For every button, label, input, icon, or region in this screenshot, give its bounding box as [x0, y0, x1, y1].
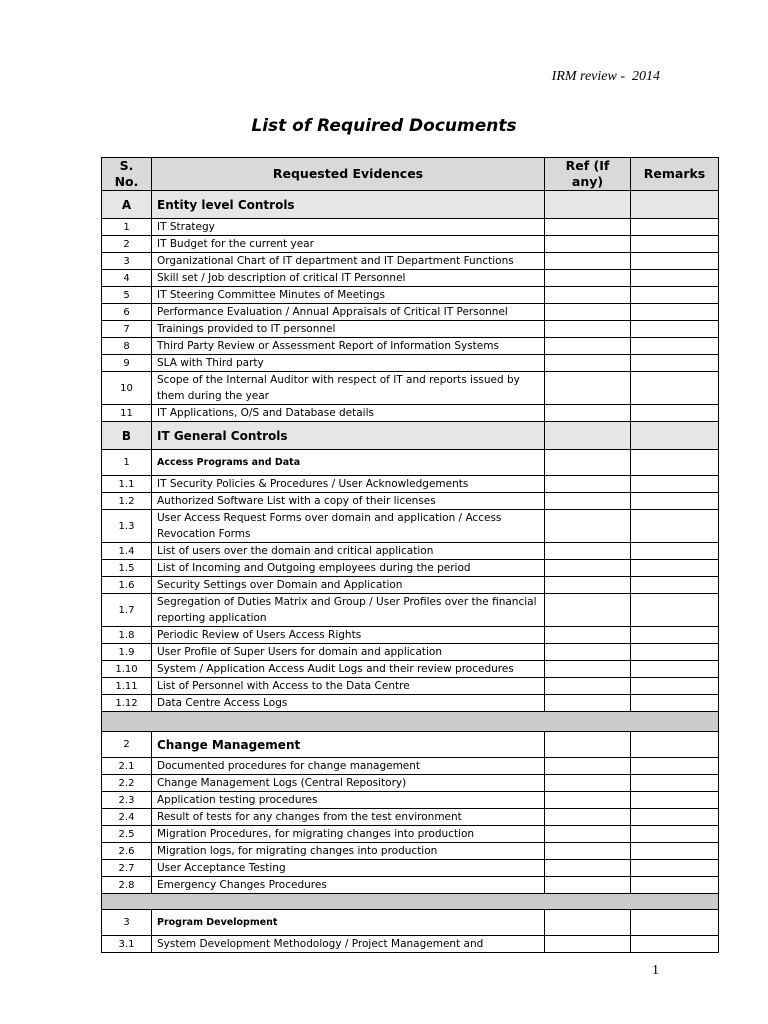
row-number: 2.5: [102, 826, 152, 843]
table-row: [102, 594, 719, 627]
row-number: 1: [102, 219, 152, 236]
remarks-cell: [631, 253, 719, 270]
remarks-cell: [631, 304, 719, 321]
row-number: 1.3: [102, 510, 152, 543]
row-number: 1.4: [102, 543, 152, 560]
remarks-cell: [631, 627, 719, 644]
ref-cell: [545, 758, 631, 775]
row-number: 1.2: [102, 493, 152, 510]
row-description: User Access Request Forms over domain and application / Access Revocation Forms: [152, 510, 545, 543]
remarks-cell: [631, 577, 719, 594]
ref-cell: [545, 476, 631, 493]
table-row: [102, 678, 719, 695]
row-number: 1.11: [102, 678, 152, 695]
page-number: 1: [652, 963, 659, 978]
row-number: 1.12: [102, 695, 152, 712]
row-number: 1.10: [102, 661, 152, 678]
table-row: [102, 792, 719, 809]
header-ref: Ref (If any): [545, 158, 631, 191]
row-number: 2.7: [102, 860, 152, 877]
ref-cell: [545, 594, 631, 627]
table-row: [102, 695, 719, 712]
row-description: Scope of the Internal Auditor with respect of IT and reports issued by them during the year: [152, 372, 545, 405]
ref-cell: [545, 304, 631, 321]
review-header: IRM review - 2014: [551, 69, 660, 84]
remarks-cell: [631, 732, 719, 758]
row-number: 1.5: [102, 560, 152, 577]
row-description: Third Party Review or Assessment Report of Information Systems: [152, 338, 545, 355]
table-row: [102, 253, 719, 270]
row-number: 2.4: [102, 809, 152, 826]
table-header-row: [102, 158, 719, 191]
ref-cell: [545, 661, 631, 678]
ref-cell: [545, 775, 631, 792]
remarks-cell: [631, 678, 719, 695]
row-number: 1.1: [102, 476, 152, 493]
ref-cell: [545, 732, 631, 758]
subsection-header-program: [102, 910, 719, 936]
table-row: [102, 627, 719, 644]
row-number: 4: [102, 270, 152, 287]
remarks-cell: [631, 877, 719, 894]
row-description: Change Management Logs (Central Repository): [152, 775, 545, 792]
table-row: [102, 236, 719, 253]
ref-cell: [545, 253, 631, 270]
remarks-cell: [631, 775, 719, 792]
required-documents-table: [101, 157, 719, 953]
row-number: 2.3: [102, 792, 152, 809]
table-row: [102, 510, 719, 543]
row-description: Result of tests for any changes from the test environment: [152, 809, 545, 826]
table-body: [102, 191, 719, 953]
table-row: [102, 843, 719, 860]
table-row: [102, 644, 719, 661]
ref-cell: [545, 877, 631, 894]
row-description: Emergency Changes Procedures: [152, 877, 545, 894]
ref-cell: [545, 543, 631, 560]
row-number: 6: [102, 304, 152, 321]
ref-cell: [545, 321, 631, 338]
table-row: [102, 543, 719, 560]
remarks-cell: [631, 493, 719, 510]
ref-cell: [545, 236, 631, 253]
ref-cell: [545, 493, 631, 510]
row-description: User Acceptance Testing: [152, 860, 545, 877]
ref-cell: [545, 422, 631, 450]
row-number: 10: [102, 372, 152, 405]
remarks-cell: [631, 758, 719, 775]
ref-cell: [545, 644, 631, 661]
ref-cell: [545, 695, 631, 712]
remarks-cell: [631, 826, 719, 843]
row-number: 1.6: [102, 577, 152, 594]
row-description: Change Management: [152, 732, 545, 758]
remarks-cell: [631, 422, 719, 450]
subsection-header-change: [102, 732, 719, 758]
ref-cell: [545, 338, 631, 355]
table-row: [102, 304, 719, 321]
row-number: 2.1: [102, 758, 152, 775]
ref-cell: [545, 560, 631, 577]
ref-cell: [545, 792, 631, 809]
table-row: [102, 936, 719, 953]
section-header-a: [102, 191, 719, 219]
row-number: A: [102, 191, 152, 219]
row-number: 8: [102, 338, 152, 355]
table-row: [102, 775, 719, 792]
table-row: [102, 476, 719, 493]
remarks-cell: [631, 270, 719, 287]
ref-cell: [545, 372, 631, 405]
ref-cell: [545, 355, 631, 372]
table-row: [102, 877, 719, 894]
ref-cell: [545, 191, 631, 219]
table-row: [102, 355, 719, 372]
remarks-cell: [631, 321, 719, 338]
row-description: Program Development: [152, 910, 545, 936]
ref-cell: [545, 678, 631, 695]
row-description: Migration logs, for migrating changes into production: [152, 843, 545, 860]
table-row: [102, 338, 719, 355]
row-number: 2.6: [102, 843, 152, 860]
row-number: 1.7: [102, 594, 152, 627]
row-description: Security Settings over Domain and Application: [152, 577, 545, 594]
table-row: [102, 287, 719, 304]
row-description: Skill set / Job description of critical IT Personnel: [152, 270, 545, 287]
remarks-cell: [631, 910, 719, 936]
table-row: [102, 860, 719, 877]
row-number: 7: [102, 321, 152, 338]
table-row: [102, 661, 719, 678]
ref-cell: [545, 287, 631, 304]
row-description: SLA with Third party: [152, 355, 545, 372]
remarks-cell: [631, 809, 719, 826]
ref-cell: [545, 936, 631, 953]
row-number: 5: [102, 287, 152, 304]
remarks-cell: [631, 338, 719, 355]
row-number: 3: [102, 253, 152, 270]
row-description: List of Incoming and Outgoing employees during the period: [152, 560, 545, 577]
ref-cell: [545, 809, 631, 826]
ref-cell: [545, 910, 631, 936]
row-number: 3: [102, 910, 152, 936]
ref-cell: [545, 510, 631, 543]
row-number: 1.8: [102, 627, 152, 644]
table-row: [102, 270, 719, 287]
remarks-cell: [631, 510, 719, 543]
table-row: [102, 826, 719, 843]
row-description: List of Personnel with Access to the Data Centre: [152, 678, 545, 695]
table-row: [102, 577, 719, 594]
row-number: 2.8: [102, 877, 152, 894]
ref-cell: [545, 826, 631, 843]
section-separator: [102, 712, 719, 732]
header-requested-evidences: Requested Evidences: [152, 158, 545, 191]
row-description: IT Steering Committee Minutes of Meetings: [152, 287, 545, 304]
table-row: [102, 809, 719, 826]
row-description: Access Programs and Data: [152, 450, 545, 476]
row-description: Authorized Software List with a copy of their licenses: [152, 493, 545, 510]
row-description: IT Strategy: [152, 219, 545, 236]
remarks-cell: [631, 543, 719, 560]
remarks-cell: [631, 355, 719, 372]
row-number: 1: [102, 450, 152, 476]
remarks-cell: [631, 450, 719, 476]
row-number: 11: [102, 405, 152, 422]
row-description: Organizational Chart of IT department and IT Department Functions: [152, 253, 545, 270]
row-description: IT General Controls: [152, 422, 545, 450]
separator-cell: [102, 894, 719, 910]
remarks-cell: [631, 236, 719, 253]
table-row: [102, 372, 719, 405]
section-header-b: [102, 422, 719, 450]
ref-cell: [545, 270, 631, 287]
ref-cell: [545, 405, 631, 422]
row-description: IT Applications, O/S and Database details: [152, 405, 545, 422]
row-description: Entity level Controls: [152, 191, 545, 219]
subsection-header-access: [102, 450, 719, 476]
row-number: 2.2: [102, 775, 152, 792]
remarks-cell: [631, 860, 719, 877]
remarks-cell: [631, 287, 719, 304]
row-number: 3.1: [102, 936, 152, 953]
remarks-cell: [631, 695, 719, 712]
ref-cell: [545, 860, 631, 877]
remarks-cell: [631, 476, 719, 493]
ref-cell: [545, 577, 631, 594]
row-description: User Profile of Super Users for domain and application: [152, 644, 545, 661]
remarks-cell: [631, 372, 719, 405]
separator-cell: [102, 712, 719, 732]
remarks-cell: [631, 219, 719, 236]
remarks-cell: [631, 792, 719, 809]
row-description: List of users over the domain and critical application: [152, 543, 545, 560]
row-description: Application testing procedures: [152, 792, 545, 809]
table-row: [102, 321, 719, 338]
row-number: 9: [102, 355, 152, 372]
row-description: Migration Procedures, for migrating changes into production: [152, 826, 545, 843]
ref-cell: [545, 843, 631, 860]
table-row: [102, 758, 719, 775]
row-number: 2: [102, 732, 152, 758]
row-description: System Development Methodology / Project Management and: [152, 936, 545, 953]
row-description: Periodic Review of Users Access Rights: [152, 627, 545, 644]
section-separator: [102, 894, 719, 910]
header-sno: S. No.: [102, 158, 152, 191]
row-number: B: [102, 422, 152, 450]
remarks-cell: [631, 936, 719, 953]
row-description: Segregation of Duties Matrix and Group / User Profiles over the financial reporting application: [152, 594, 545, 627]
table-row: [102, 405, 719, 422]
remarks-cell: [631, 560, 719, 577]
table-row: [102, 219, 719, 236]
row-description: Documented procedures for change management: [152, 758, 545, 775]
row-number: 1.9: [102, 644, 152, 661]
remarks-cell: [631, 644, 719, 661]
row-description: Performance Evaluation / Annual Appraisals of Critical IT Personnel: [152, 304, 545, 321]
remarks-cell: [631, 843, 719, 860]
table-row: [102, 493, 719, 510]
remarks-cell: [631, 191, 719, 219]
remarks-cell: [631, 661, 719, 678]
row-description: System / Application Access Audit Logs and their review procedures: [152, 661, 545, 678]
remarks-cell: [631, 405, 719, 422]
ref-cell: [545, 219, 631, 236]
row-description: Data Centre Access Logs: [152, 695, 545, 712]
row-number: 2: [102, 236, 152, 253]
document-title: List of Required Documents: [251, 116, 517, 136]
remarks-cell: [631, 594, 719, 627]
ref-cell: [545, 450, 631, 476]
row-description: Trainings provided to IT personnel: [152, 321, 545, 338]
ref-cell: [545, 627, 631, 644]
table-row: [102, 560, 719, 577]
row-description: IT Security Policies & Procedures / User Acknowledgements: [152, 476, 545, 493]
header-remarks: Remarks: [631, 158, 719, 191]
row-description: IT Budget for the current year: [152, 236, 545, 253]
